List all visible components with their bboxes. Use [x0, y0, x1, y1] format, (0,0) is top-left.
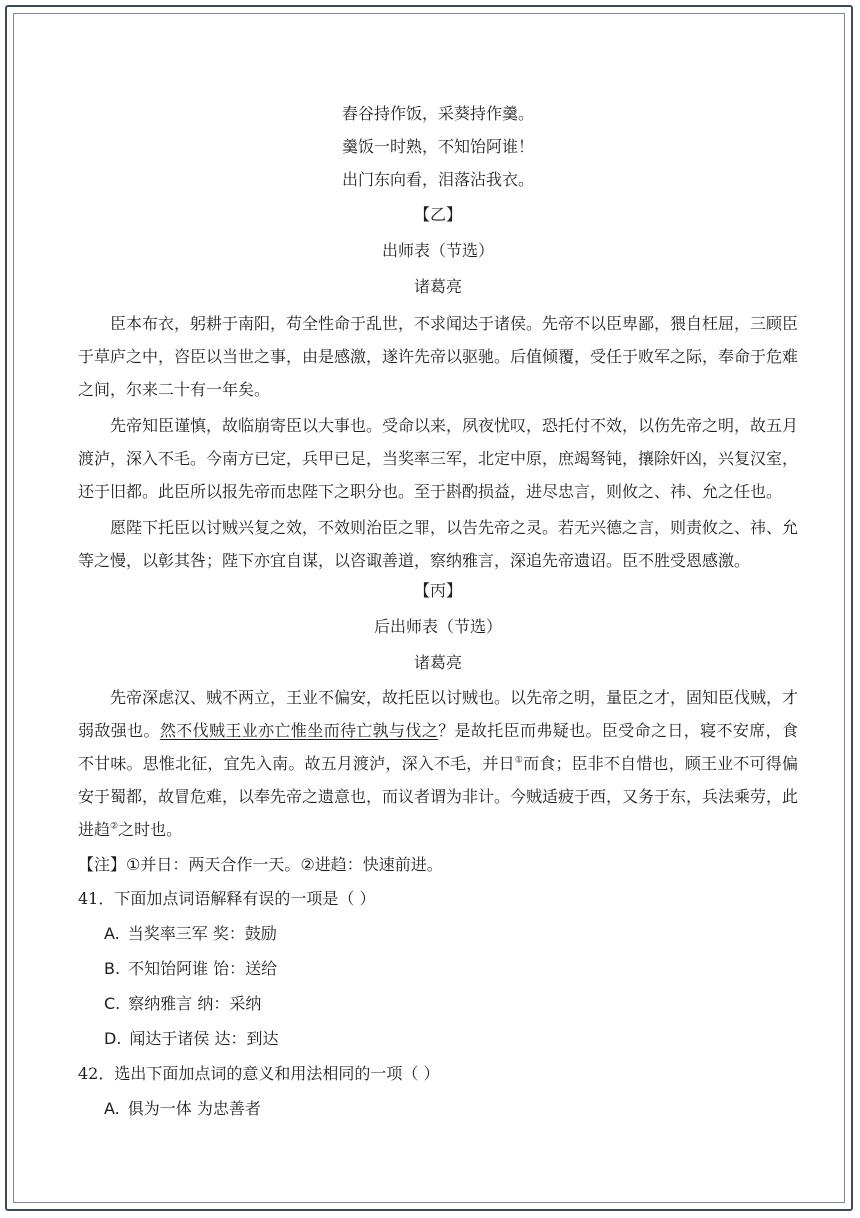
poem-line-1: 舂谷持作饭，采葵持作羹。	[341, 104, 534, 123]
option-text: 当奖率三军 奖：鼓励	[127, 924, 277, 943]
option-letter: A.	[104, 924, 120, 943]
bing-title: 后出师表（节选）	[373, 617, 502, 636]
yi-author: 诸葛亮	[413, 277, 462, 296]
bing-text-c: 而食；臣非不自惜也，顾王业不可得偏安于蜀都，故冒危难，以奉先帝之遗意也，而议者谓为非计。今贼适疲于西，又务于东，兵法乘劳，此进趋	[78, 754, 799, 839]
option-text: 察纳雅言 纳：采纳	[128, 994, 262, 1013]
question-41-option-c	[78, 986, 798, 1021]
question-42-option-a	[78, 1091, 798, 1126]
poem-line-3: 出门东向看，泪落沾我衣。	[341, 170, 534, 189]
option-letter: A.	[104, 1099, 120, 1118]
option-letter: B.	[104, 959, 121, 978]
yi-paragraph-1: 臣本布衣，躬耕于南阳，苟全性命于乱世，不求闻达于诸侯。先帝不以臣卑鄙，猥自枉屈，三顾臣于草庐之中，咨臣以当世之事，由是感激，遂许先帝以驱驰。后值倾覆，受任于败军之际，奉命于危难之间，尔来二十有一年矣。	[78, 314, 799, 399]
yi-paragraph-3: 愿陛下托臣以讨贼兴复之效，不效则治臣之罪，以告先帝之灵。若无兴德之言，则责攸之、祎、允等之慢，以彰其咎；陛下亦宜自谋，以咨诹善道，察纳雅言，深追先帝遗诏。臣不胜受恩感激。	[78, 518, 799, 570]
option-letter: D.	[104, 1029, 122, 1048]
poem-line-2: 羹饭一时熟，不知饴阿谁！	[341, 137, 534, 156]
question-41-option-b	[78, 951, 798, 986]
yi-paragraph-2: 先帝知臣谨慎，故临崩寄臣以大事也。受命以来，夙夜忧叹，恐托付不效，以伤先帝之明，故五月渡泸，深入不毛。今南方已定，兵甲已足，当奖率三军，北定中原，庶竭驽钝，攘除奸凶，兴复汉室，还于旧都。此臣所以报先帝而忠陛下之职分也。至于斟酌损益，进尽忠言，则攸之、祎、允之任也。	[78, 416, 799, 501]
question-41-option-a	[78, 916, 798, 951]
document-page	[78, 104, 798, 1126]
yi-title: 出师表（节选）	[381, 241, 494, 260]
underlined-sentence: 然不伐贼王业亦亡惟坐而待亡孰与伐之	[159, 721, 439, 740]
question-42-stem: 42．选出下面加点词的意义和用法相同的一项（ ）	[78, 1064, 440, 1083]
option-text: 俱为一体 为忠善者	[127, 1099, 261, 1118]
option-letter: C.	[104, 994, 121, 1013]
question-41-stem: 41．下面加点词语解释有误的一项是（ ）	[78, 889, 376, 908]
question-41-option-d	[78, 1021, 798, 1056]
option-text: 闻达于诸侯 达：到达	[129, 1029, 279, 1048]
footnote-marker-2: ②	[110, 821, 119, 832]
footnote: 【注】①并日：两天合作一天。②进趋：快速前进。	[78, 855, 443, 874]
bing-author: 诸葛亮	[413, 653, 462, 672]
bing-text-d: 之时也。	[118, 820, 183, 839]
option-text: 不知饴阿谁 饴：送给	[128, 959, 278, 978]
bing-text-a: 先帝深虑汉、贼不两立，王业不偏安，故托臣以讨贼也。以先帝之明，量臣之才，固知臣伐贼，才弱敌强也。	[78, 688, 799, 740]
section-marker-yi: 【乙】	[413, 205, 462, 224]
bing-paragraph	[78, 681, 798, 846]
section-marker-bing: 【丙】	[413, 581, 462, 600]
footnote-marker-1: ①	[514, 755, 524, 766]
bing-text-b: ？是故托臣而弗疑也。臣受命之日，寝不安席，食不甘味。思惟北征，宜先入南。故五月渡泸，深入不毛，并日	[78, 721, 798, 773]
